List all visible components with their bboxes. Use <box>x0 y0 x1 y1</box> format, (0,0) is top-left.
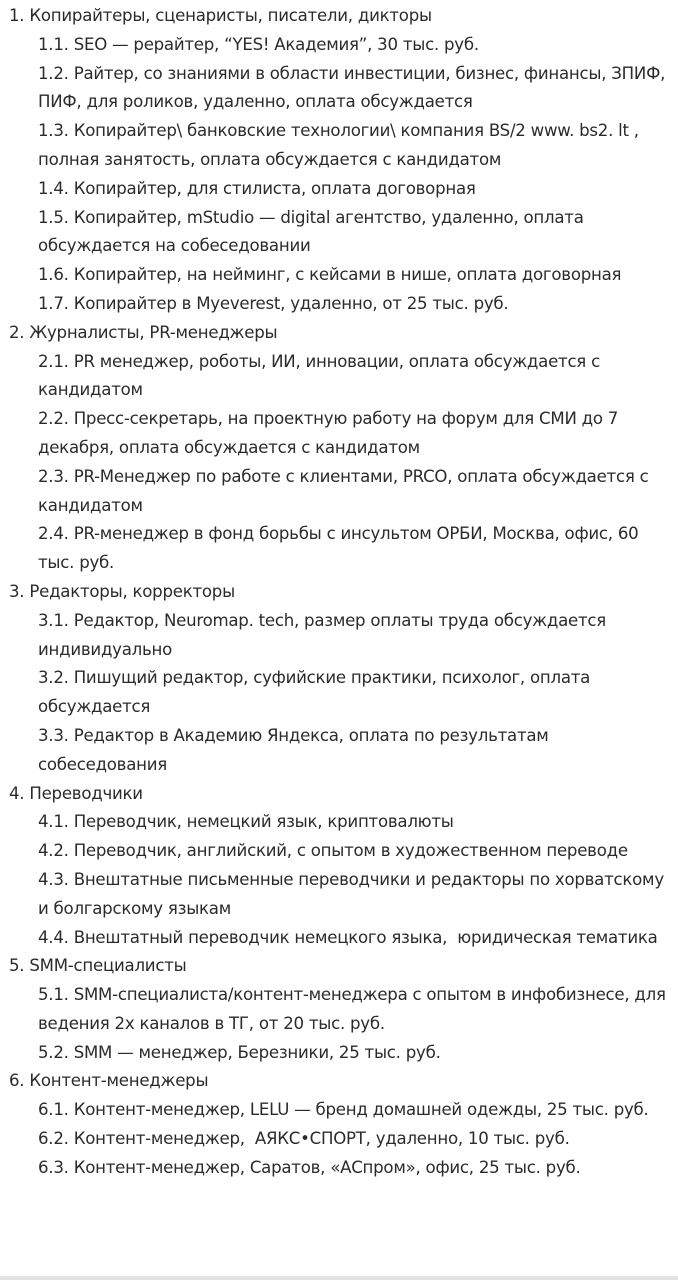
section-smm <box>0 952 678 1067</box>
list-item: 2.1. PR менеджер, роботы, ИИ, инновации, оплата обсуждается с кандидатом <box>38 351 605 400</box>
section-title: 3. Редакторы, корректоры <box>9 581 235 601</box>
section-translators <box>0 780 678 953</box>
list-item: 5.1. SMM-специалиста/контент-менеджера с опытом в инфобизнесе, для ведения 2х каналов в ТГ, от 20 тыс. руб. <box>38 985 671 1033</box>
list-item: 6.2. Контент-менеджер, АЯКС•СПОРТ, удаленно, 10 тыс. руб. <box>38 1129 570 1149</box>
list-item: 1.7. Копирайтер в Myeverest, удаленно, от 25 тыс. руб. <box>38 293 509 313</box>
list-item: 2.4. PR-менеджер в фонд борьбы с инсультом ОРБИ, Москва, офис, 60 тыс. руб. <box>38 524 644 573</box>
list-item: 3.1. Редактор, Neuromap. tech, размер оплаты труда обсуждается индивидуально <box>38 610 612 659</box>
list-item: 4.3. Внештатные письменные переводчики и редакторы по хорватскому и болгарскому языкам <box>38 869 669 918</box>
list-item: 1.1. SEO — рерайтер, “YES! Академия”, 30 тыс. руб. <box>38 34 479 54</box>
section-copywriters <box>0 2 678 319</box>
list-item: 2.2. Пресс-секретарь, на проектную работу на форум для СМИ до 7 декабря, оплата обсуждается с кандидатом <box>38 409 624 457</box>
list-item: 5.2. SMM — менеджер, Березники, 25 тыс. руб. <box>38 1042 441 1062</box>
section-editors <box>0 578 678 780</box>
section-title: 2. Журналисты, PR-менеджеры <box>9 322 278 342</box>
list-item: 3.3. Редактор в Академию Яндекса, оплата по результатам собеседования <box>38 725 554 774</box>
section-title: 4. Переводчики <box>9 783 143 803</box>
list-item: 1.2. Райтер, со знаниями в области инвестиции, бизнес, финансы, ЗПИФ, ПИФ, для роликов, удаленно, оплата обсуждается <box>38 63 671 112</box>
section-journalists <box>0 319 678 578</box>
list-item: 1.3. Копирайтер\ банковские технологии\ компания BS/2 www. bs2. lt , полная занятость, оплата обсуждается с кандидатом <box>38 121 644 169</box>
list-item: 3.2. Пишущий редактор, суфийские практики, психолог, оплата обсуждается <box>38 668 596 717</box>
list-item: 1.4. Копирайтер, для стилиста, оплата договорная <box>38 178 476 198</box>
list-item: 1.6. Копирайтер, на нейминг, с кейсами в нише, оплата договорная <box>38 265 622 285</box>
section-title: 5. SMM-специалисты <box>9 956 187 976</box>
section-content-managers <box>0 1067 678 1182</box>
section-title: 6. Контент-менеджеры <box>9 1071 209 1091</box>
list-item: 6.1. Контент-менеджер, LELU — бренд домашней одежды, 25 тыс. руб. <box>38 1100 649 1120</box>
list-item: 1.5. Копирайтер, mStudio — digital агентство, удаленно, оплата обсуждается на собеседовании <box>38 207 589 256</box>
list-item: 4.2. Переводчик, английский, с опытом в художественном переводе <box>38 841 628 861</box>
list-item: 4.4. Внештатный переводчик немецкого языка, юридическая тематика <box>38 927 658 947</box>
list-item: 6.3. Контент-менеджер, Саратов, «АСпром», офис, 25 тыс. руб. <box>38 1157 581 1177</box>
list-item: 4.1. Переводчик, немецкий язык, криптовалюты <box>38 812 454 832</box>
section-title: 1. Копирайтеры, сценаристы, писатели, дикторы <box>9 6 432 25</box>
list-item: 2.3. PR-Менеджер по работе с клиентами, PRCO, оплата обсуждается с кандидатом <box>38 466 654 515</box>
bottom-divider <box>0 1276 678 1280</box>
